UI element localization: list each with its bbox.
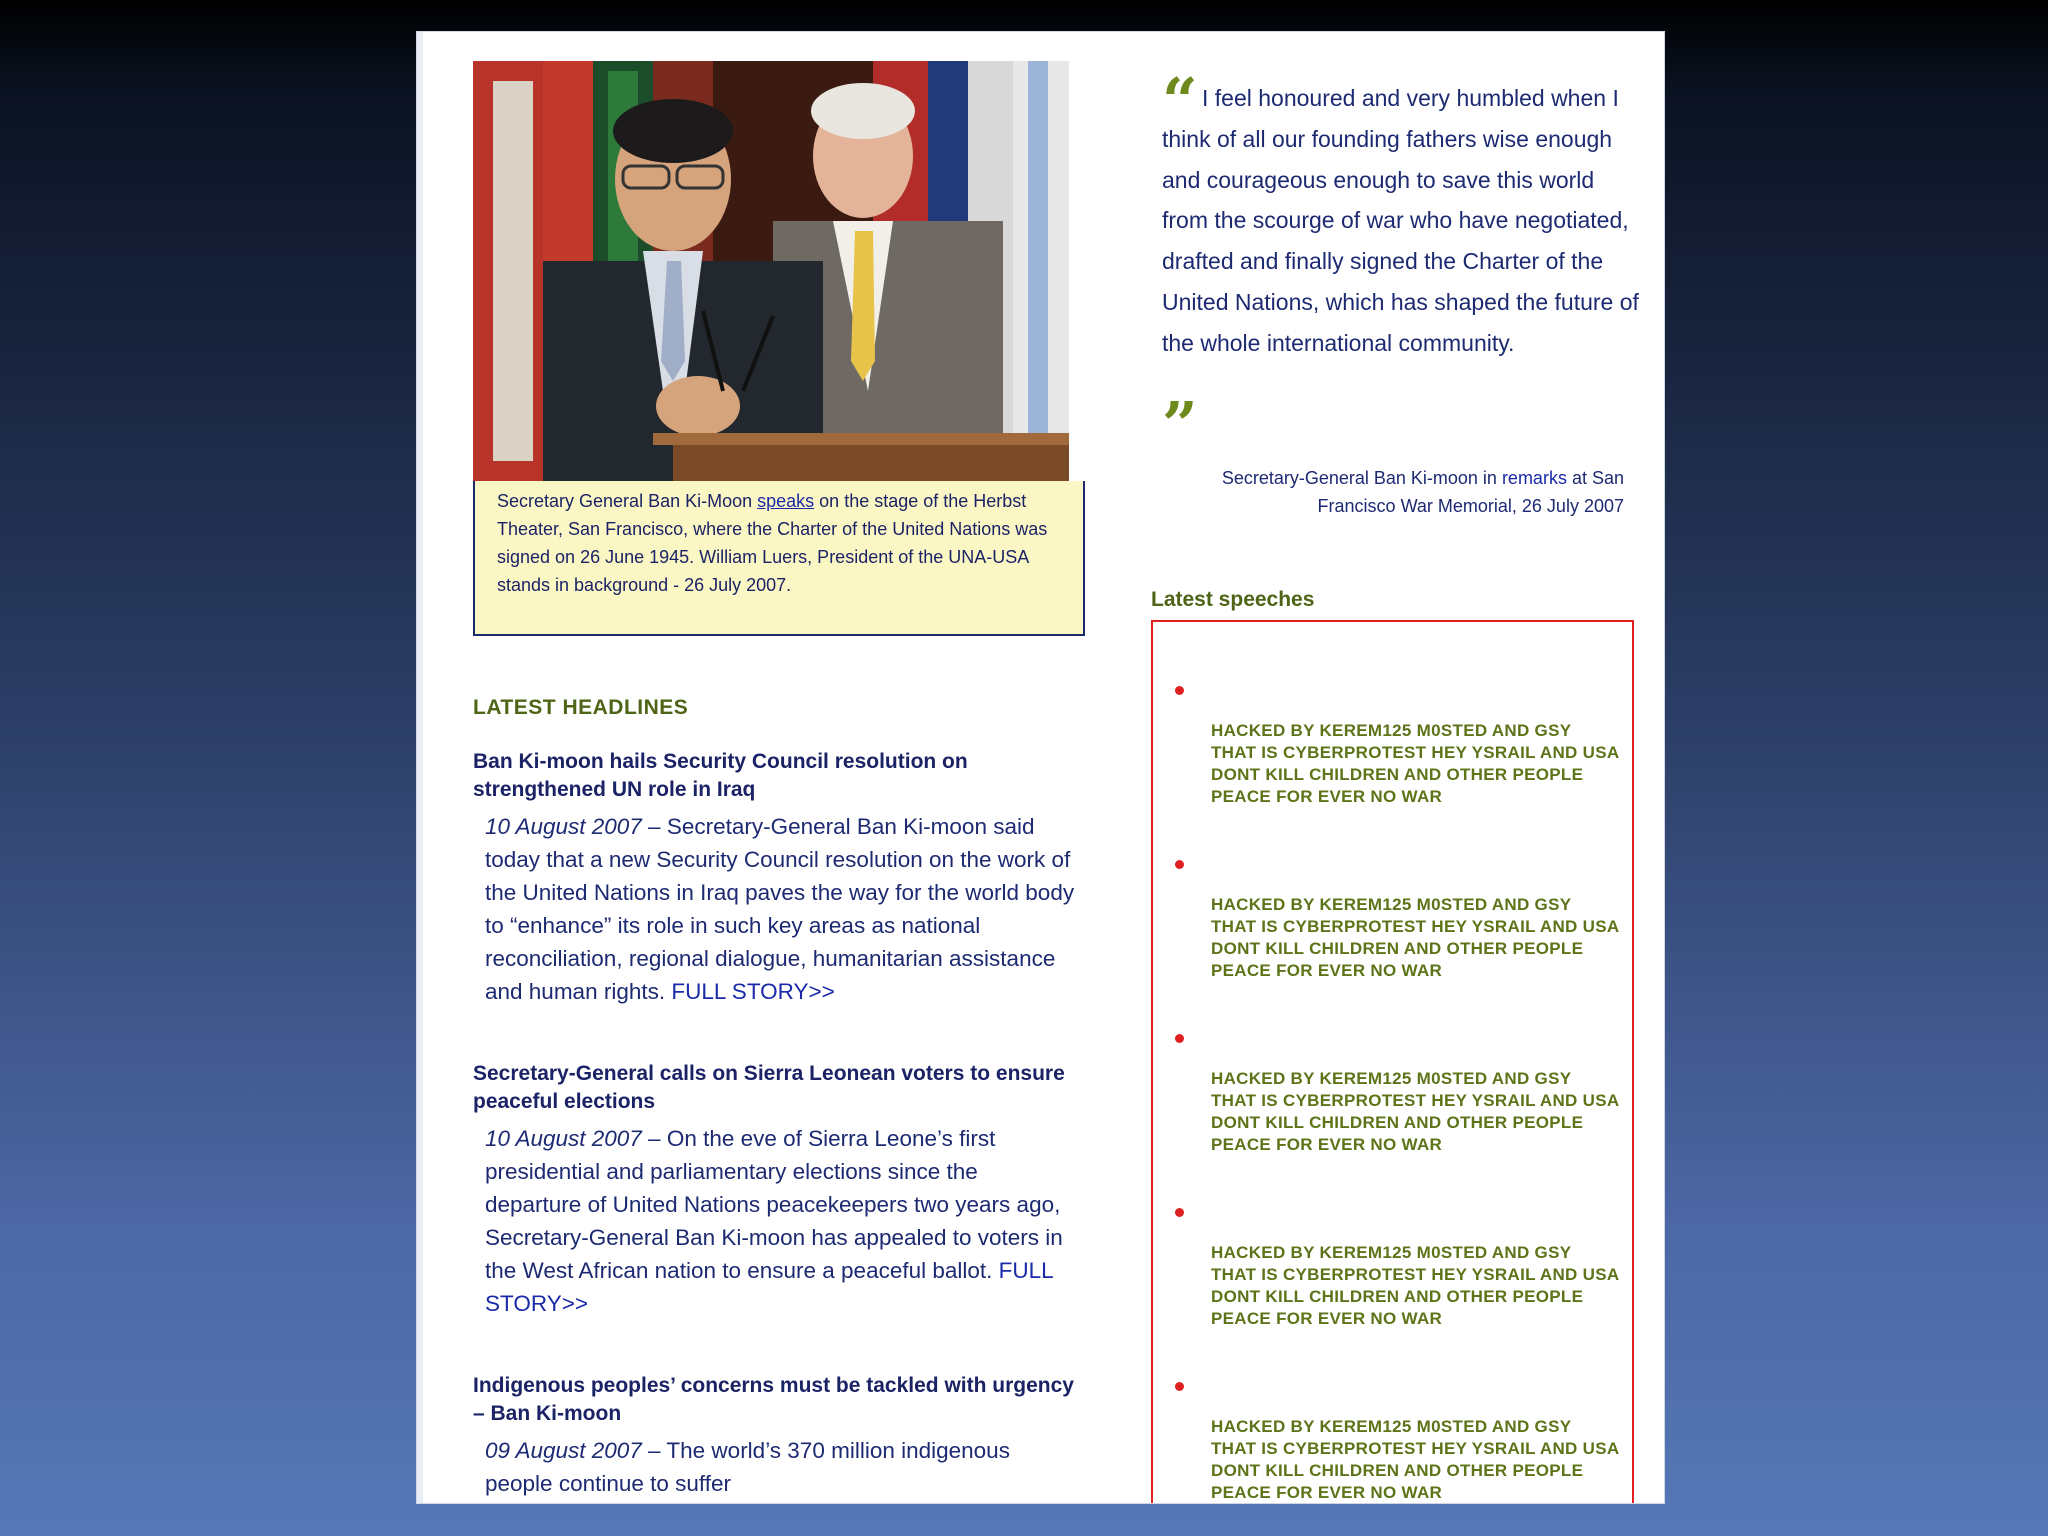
speech-item-text[interactable]: HACKED BY KEREM125 M0STED AND GSY THAT IS CYBERPROTEST HEY YSRAIL AND USA DONT KILL CHILDREN AND OTHER PEOPLE PEACE FOR EVER NO WAR <box>1211 1243 1619 1328</box>
slide-edge <box>417 32 423 1503</box>
speech-item[interactable] <box>1153 1026 1632 1200</box>
speech-item[interactable] <box>1153 1374 1632 1503</box>
headline-story <box>473 1060 1085 1320</box>
bullet-icon <box>1175 686 1184 695</box>
story-summary <box>485 810 1075 1008</box>
quote-open-mark: “ <box>1162 64 1198 137</box>
attribution-post: at San Francisco War Memorial, 26 July 2007 <box>1317 468 1624 516</box>
speech-item[interactable] <box>1153 1200 1632 1374</box>
caption-speaks-link[interactable]: speaks <box>757 491 815 511</box>
remarks-link[interactable]: remarks <box>1501 468 1567 488</box>
speech-item-text[interactable]: HACKED BY KEREM125 M0STED AND GSY THAT IS CYBERPROTEST HEY YSRAIL AND USA DONT KILL CHILDREN AND OTHER PEOPLE PEACE FOR EVER NO WAR <box>1211 721 1619 806</box>
story-body: – Secretary-General Ban Ki-moon said today that a new Security Council resolution on the work of the United Nations in Iraq paves the way for the world body to “enhance” its role in such key areas as national reconciliation, regional dialogue, humanitarian assistance and human rights. <box>485 814 1075 1004</box>
speech-item-text[interactable]: HACKED BY KEREM125 M0STED AND GSY THAT IS CYBERPROTEST HEY YSRAIL AND USA DONT KILL CHILDREN AND OTHER PEOPLE PEACE FOR EVER NO WAR <box>1211 1069 1619 1154</box>
story-body: – The world’s 370 million indigenous people continue to suffer <box>485 1438 1010 1496</box>
headline-story <box>473 1372 1085 1500</box>
photo-speaker-at-podium-icon <box>473 61 1069 481</box>
bullet-icon <box>1175 860 1184 869</box>
quote-text: I feel honoured and very humbled when I think of all our founding fathers wise enough and courageous enough to save this world from the scourge of war who have negotiated, drafted and finally signed the Charter of the United Nations, which has shaped the future of the whole international community. <box>1162 85 1639 356</box>
bullet-icon <box>1175 1382 1184 1391</box>
headline-story <box>473 748 1085 1008</box>
latest-speeches-list <box>1151 620 1634 1503</box>
quote-attribution <box>1172 464 1624 520</box>
speech-item[interactable] <box>1153 852 1632 1026</box>
latest-headlines-title: LATEST HEADLINES <box>473 696 689 719</box>
speech-item[interactable] <box>1153 678 1632 852</box>
attribution-pre: Secretary-General Ban Ki-moon in <box>1221 468 1502 488</box>
story-summary <box>485 1122 1075 1320</box>
quote-close-mark: ” <box>1162 388 1198 461</box>
story-headline[interactable]: Indigenous peoples’ concerns must be tackled with urgency – Ban Ki-moon <box>473 1374 1074 1425</box>
full-story-link[interactable]: FULL STORY>> <box>485 1258 1053 1316</box>
story-date: 10 August 2007 <box>485 814 642 839</box>
news-photo <box>473 61 1069 481</box>
speech-item-text[interactable]: HACKED BY KEREM125 M0STED AND GSY THAT IS CYBERPROTEST HEY YSRAIL AND USA DONT KILL CHILDREN AND OTHER PEOPLE PEACE FOR EVER NO WAR <box>1211 895 1619 980</box>
slide <box>417 32 1664 1503</box>
photo-caption <box>473 481 1085 636</box>
story-date: 09 August 2007 <box>485 1438 642 1463</box>
story-date: 10 August 2007 <box>485 1126 642 1151</box>
bullet-icon <box>1175 1208 1184 1217</box>
caption-text-post: on the stage of the Herbst Theater, San Francisco, where the Charter of the United Nations was signed on 26 June 1945. William Luers, President of the UNA-USA stands in background - 26 July 2007. <box>497 491 1048 595</box>
story-headline[interactable]: Secretary-General calls on Sierra Leonean voters to ensure peaceful elections <box>473 1062 1065 1113</box>
latest-speeches-title: Latest speeches <box>1151 588 1315 611</box>
bullet-icon <box>1175 1034 1184 1043</box>
story-headline[interactable]: Ban Ki-moon hails Security Council resolution on strengthened UN role in Iraq <box>473 750 968 801</box>
caption-text-pre: Secretary General Ban Ki-Moon <box>497 491 758 511</box>
full-story-link[interactable]: FULL STORY>> <box>671 979 835 1004</box>
story-summary <box>485 1434 1075 1500</box>
speech-item-text[interactable]: HACKED BY KEREM125 M0STED AND GSY THAT IS CYBERPROTEST HEY YSRAIL AND USA DONT KILL CHILDREN AND OTHER PEOPLE PEACE FOR EVER NO WAR <box>1211 1417 1619 1502</box>
story-body: – On the eve of Sierra Leone’s first presidential and parliamentary elections since the departure of United Nations peacekeepers two years ago, Secretary-General Ban Ki-moon has appealed to voters in the West African nation to ensure a peaceful ballot. <box>485 1126 1063 1283</box>
